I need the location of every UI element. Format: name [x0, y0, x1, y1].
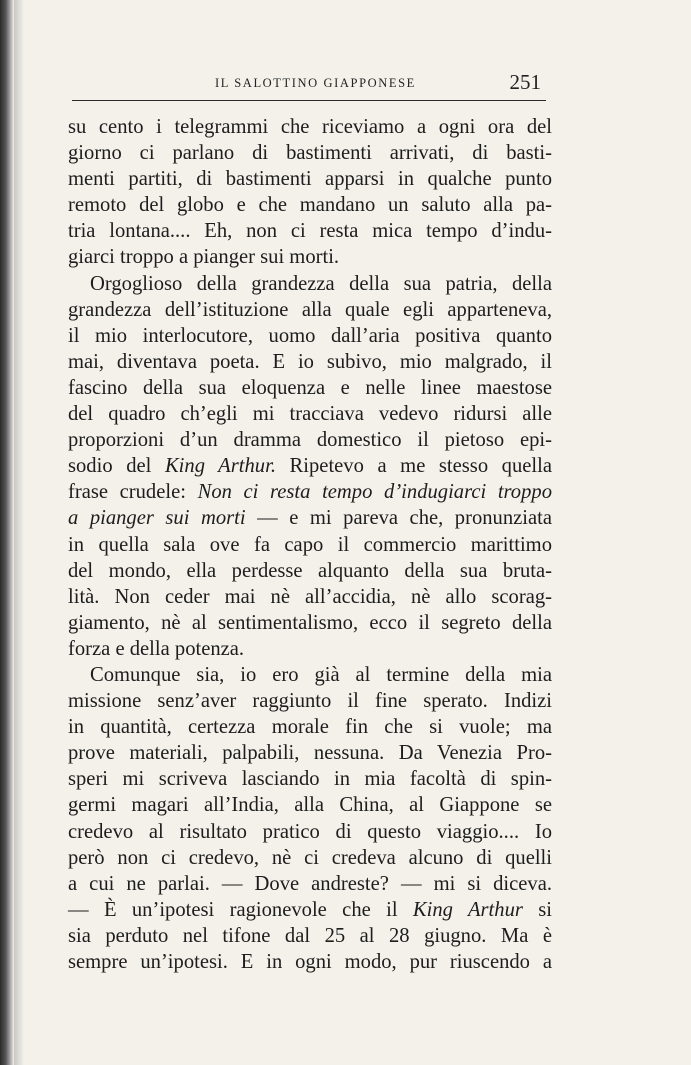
text-fragment: — e mi pareva che, pronunziata — [245, 507, 553, 530]
text-line: sia perduto nel tifone dal 25 al 28 giugno. Ma è — [68, 924, 552, 947]
body-text — [68, 114, 552, 975]
text-line: Comunque sia, io ero già al termine della mia — [90, 663, 552, 686]
page-number: 251 — [509, 70, 541, 94]
paragraph-3 — [68, 662, 552, 975]
text-fragment: frase crudele: — [68, 481, 198, 504]
text-fragment: si — [522, 898, 552, 921]
text-fragment: Ripetevo a me stesso quella — [275, 455, 552, 478]
text-line: giamento, nè al sentimentalismo, ecco il segreto della — [68, 611, 552, 634]
text-line: menti partiti, di bastimenti apparsi in qualche punto — [68, 168, 552, 191]
text-line: proporzioni d’un dramma domestico il pietoso epi- — [68, 429, 552, 452]
text-fragment: sodio del — [68, 455, 165, 478]
ship-name: King Arthur. — [164, 455, 276, 478]
text-line: giarci troppo a pianger sui morti. — [68, 246, 340, 269]
binding-shadow — [0, 0, 14, 1065]
text-line: su cento i telegrammi che riceviamo a ogni ora del — [68, 116, 552, 138]
ship-name: King Arthur — [412, 898, 523, 921]
text-line: Orgoglioso della grandezza della sua patria, della — [90, 272, 552, 295]
text-line: in quella sala ove fa capo il commercio marittimo — [68, 533, 552, 556]
text-line — [68, 505, 552, 531]
paragraph-1 — [68, 114, 552, 271]
text-line: credevo al risultato pratico di questo viaggio.... Io — [68, 820, 552, 843]
text-line: del mondo, ella perdesse alquanto della sua bruta- — [68, 559, 552, 582]
text-line — [68, 897, 552, 923]
text-line: però non ci credevo, nè ci credeva alcuno di quelli — [68, 846, 552, 869]
text-line: speri mi scriveva lasciando in mia facoltà di spin- — [68, 768, 552, 791]
text-fragment: — È un’ipotesi ragionevole che il — [68, 898, 413, 921]
text-line: lità. Non ceder mai nè all’accidia, nè allo scorag- — [68, 585, 552, 608]
text-line: del quadro ch’egli mi tracciava vedevo ridursi alle — [68, 403, 552, 426]
text-line: giorno ci parlano di bastimenti arrivati, di basti- — [68, 142, 552, 165]
page-header — [75, 68, 545, 98]
header-rule — [72, 100, 546, 101]
text-line — [68, 479, 552, 505]
quoted-phrase: a pianger sui morti — [68, 507, 246, 530]
quoted-phrase: Non ci resta tempo d’indugiarci troppo — [197, 481, 552, 504]
text-line: grandezza dell’istituzione alla quale egli apparteneva, — [68, 298, 552, 321]
text-line: prove materiali, palpabili, nessuna. Da Venezia Pro- — [68, 742, 552, 765]
text-line: remoto del globo e che mandano un saluto alla pa- — [68, 194, 552, 217]
text-line: missione senz’aver raggiunto il fine sperato. Indizi — [68, 690, 552, 713]
text-line — [68, 453, 552, 479]
text-line: fascino della sua eloquenza e nelle linee maestose — [68, 376, 552, 399]
binding-shadow-soft — [14, 0, 24, 1065]
running-head: IL SALOTTINO GIAPPONESE — [215, 76, 416, 90]
text-line: tria lontana.... Eh, non ci resta mica tempo d’indu- — [68, 220, 552, 243]
text-line: mai, diventava poeta. E io subivo, mio malgrado, il — [68, 350, 552, 373]
text-line: forza e della potenza. — [68, 637, 245, 660]
paragraph-2 — [68, 271, 552, 662]
text-line: a cui ne parlai. — Dove andreste? — mi si diceva. — [68, 872, 552, 895]
text-line: il mio interlocutore, uomo dall’aria positiva quanto — [68, 324, 552, 347]
text-line: sempre un’ipotesi. E in ogni modo, pur riuscendo a — [68, 951, 552, 973]
text-line: in quantità, certezza morale fin che si vuole; ma — [68, 716, 552, 739]
text-line: germi magari all’India, alla China, al Giappone se — [68, 794, 552, 817]
